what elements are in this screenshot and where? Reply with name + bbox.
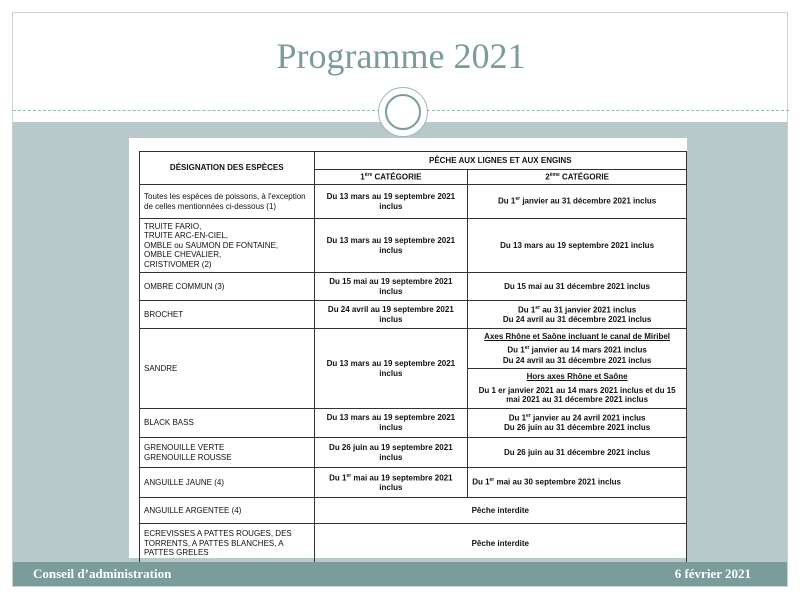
- table-row: ANGUILLE ARGENTEE (4) Pêche interdite: [140, 498, 687, 524]
- footer-date: 6 février 2021: [674, 566, 751, 581]
- slide-title: Programme 2021: [276, 36, 526, 76]
- fishing-calendar-table: [139, 151, 687, 564]
- table-row: TRUITE FARIO, TRUITE ARC-EN-CIEL, OMBLE ou SAUMON DE FONTAINE, OMBLE CHEVALIER, CRISTIVOMER (2) Du 13 mars au 19 septembre 2021 inclus Du 13 mars au 19 septembre 2021 inclus: [140, 219, 687, 273]
- table-row: SANDRE Du 13 mars au 19 septembre 2021 inclus Axes Rhône et Saône incluant le canal de Miribel Du 1er janvier au 14 mars 2021 inclus Du 24 avril au 31 décembre 2021 inclus: [140, 329, 687, 369]
- header-cat2: 2ème CATÉGORIE: [468, 170, 687, 185]
- table-row: Toutes les espèces de poissons, à l'exception de celles mentionnées ci-dessous (1) Du 13 mars au 19 septembre 2021 inclus Du 1er janvier au 31 décembre 2021 inclus: [140, 185, 687, 219]
- table-row: BLACK BASS Du 13 mars au 19 septembre 2021 inclus Du 1er janvier au 24 avril 2021 inclus Du 26 juin au 31 décembre 2021 inclus: [140, 409, 687, 438]
- table-row: ANGUILLE JAUNE (4) Du 1er mai au 19 septembre 2021 inclus Du 1er mai au 30 septembre 2021 inclus: [140, 468, 687, 498]
- footer-organization: Conseil d’administration: [33, 566, 172, 581]
- table-row: Hors axes Rhône et Saône Du 1 er janvier 2021 au 14 mars 2021 inclus et du 15 mai 2021 au 31 décembre 2021 inclus: [140, 369, 687, 409]
- regulation-document: [129, 138, 687, 558]
- circle-ornament-icon: [378, 87, 428, 137]
- header-fishing: PÊCHE AUX LIGNES ET AUX ENGINS: [314, 152, 686, 170]
- table-row: OMBRE COMMUN (3) Du 15 mai au 19 septembre 2021 inclus Du 15 mai au 31 décembre 2021 inclus: [140, 273, 687, 301]
- slide: [12, 12, 788, 587]
- footer-bar: [13, 562, 787, 586]
- table-row: BROCHET Du 24 avril au 19 septembre 2021 inclus Du 1er au 31 janvier 2021 inclus Du 24 avril au 31 décembre 2021 inclus: [140, 301, 687, 329]
- header-cat1: 1ère CATÉGORIE: [314, 170, 468, 185]
- table-row: GRENOUILLE VERTE GRENOUILLE ROUSSE Du 26 juin au 19 septembre 2021 inclus Du 26 juin au 31 décembre 2021 inclus: [140, 438, 687, 468]
- header-species: DÉSIGNATION DES ESPÈCES: [140, 152, 315, 185]
- table-row: ECREVISSES A PATTES ROUGES, DES TORRENTS, A PATTES BLANCHES, A PATTES GRELES Pêche interdite: [140, 524, 687, 564]
